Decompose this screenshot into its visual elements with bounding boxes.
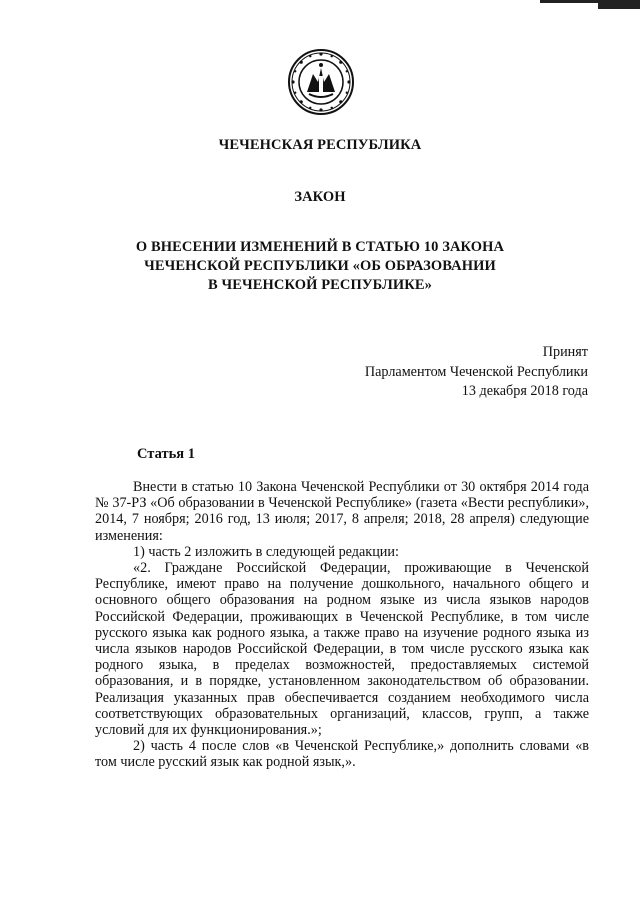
republic-heading: ЧЕЧЕНСКАЯ РЕСПУБЛИКА (218, 137, 422, 153)
scan-corner-mark (540, 0, 640, 14)
acceptance-label: Принят (542, 344, 588, 360)
acceptance-body: Парламентом Чеченской Республики (364, 363, 588, 380)
article-paragraph: 1) часть 2 изложить в следующей редакции: (133, 543, 399, 560)
law-title-line: В ЧЕЧЕНСКОЙ РЕСПУБЛИКЕ» (208, 277, 432, 293)
coat-of-arms-emblem-icon (287, 48, 355, 116)
law-title (0, 238, 640, 295)
law-title-line: О ВНЕСЕНИИ ИЗМЕНЕНИЙ В СТАТЬЮ 10 ЗАКОНА (135, 239, 505, 255)
article-body (95, 479, 589, 771)
acceptance-date: 13 декабря 2018 года (461, 383, 588, 399)
article-paragraph: 2) часть 4 после слов «в Чеченской Республике,» дополнить словами «в том числе русский язык как родной язык,». (95, 738, 589, 771)
article-paragraph: Внести в статью 10 Закона Чеченской Республики от 30 октября 2014 года № 37-РЗ «Об образовании в Чеченской Республике» (газета «Вести республики», 2014, 7 ноября; 2016 год, 13 июля; 2017, 8 апреля; 2018, 28 апреля) следующие изменения: (95, 479, 589, 544)
acceptance-block (365, 343, 588, 402)
law-title-line: ЧЕЧЕНСКОЙ РЕСПУБЛИКИ «ОБ ОБРАЗОВАНИИ (144, 258, 496, 274)
document-type-heading: ЗАКОН (294, 189, 346, 205)
article-heading: Статья 1 (137, 446, 195, 462)
article-paragraph: «2. Граждане Российской Федерации, проживающие в Чеченской Республике, имеют право на получение дошкольного, начального общего и основного общего образования на родном языке из числа языков народов Российской Федерации, проживающих в Чеченской Республике, в том числе русского языка как родного языка, а также право на изучение родного языка из числа языков народов Российской Федерации, в том числе русского языка как родного языка, в пределах возможностей, предоставляемых системой образования, и в порядке, установленном законодательством об образовании. Реализация указанных прав обеспечивается созданием необходимого числа соответствующих образовательных организаций, классов, групп, а также условий для их функционирования.»; (95, 560, 589, 739)
